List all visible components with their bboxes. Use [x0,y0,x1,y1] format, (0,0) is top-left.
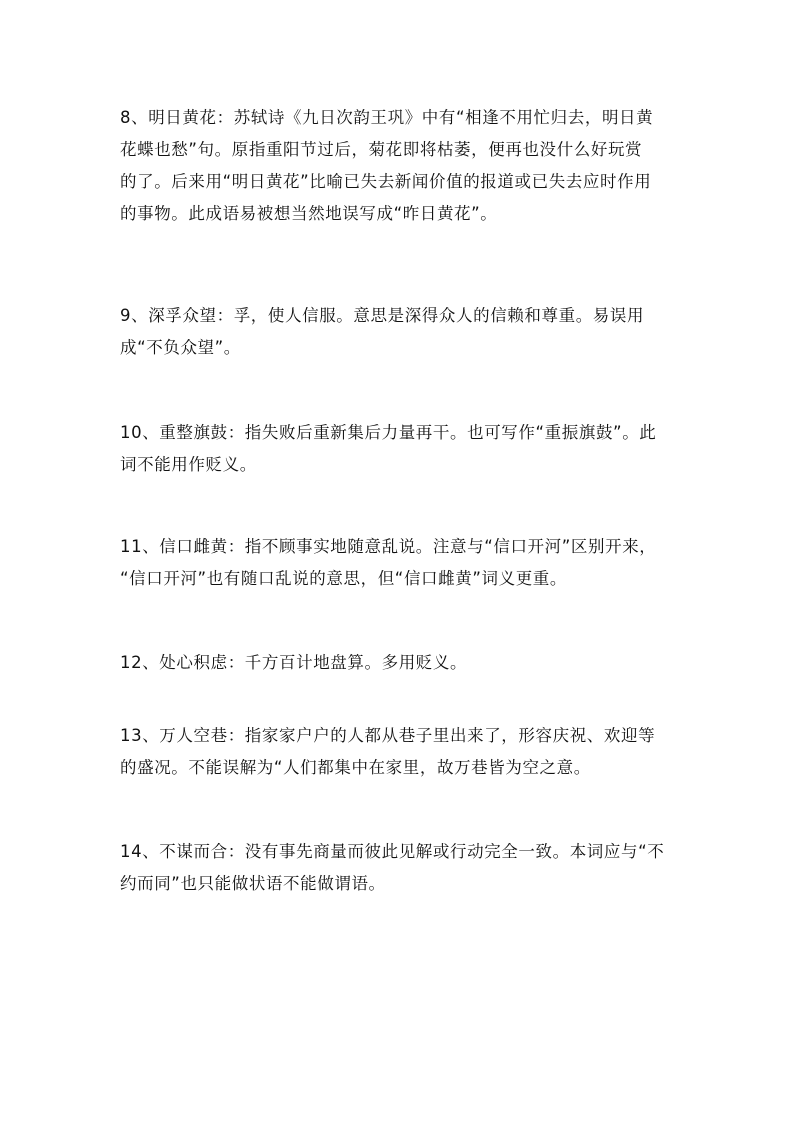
entry-line: 8、明日黄花：苏轼诗《九日次韵王巩》中有“相逢不用忙归去，明日黄 [120,108,654,127]
entry-line: 9、深孚众望：孚，使人信服。意思是深得众人的信赖和尊重。易误用 [120,306,645,325]
entry-line: 的事物。此成语易被想当然地误写成“昨日黄花”。 [120,204,498,223]
entry-line: 词不能用作贬义。 [120,455,257,474]
entry-line: 13、万人空巷：指家家户户的人都从巷子里出来了，形容庆祝、欢迎等 [120,726,656,745]
entry-line: 约而同”也只能做状语不能做谓语。 [120,874,386,893]
entry-line: 花蝶也愁”句。原指重阳节过后，菊花即将枯萎，便再也没什么好玩赏 [120,140,643,159]
entry-12-chuxin-jilv [120,647,680,679]
entry-8-mingri-huanghua [120,102,680,230]
entry-10-chongzheng-qigu [120,417,680,481]
entry-line: 10、重整旗鼓：指失败后重新集后力量再干。也可写作“重振旗鼓”。此 [120,423,657,442]
entry-line: 12、处心积虑：千方百计地盘算。多用贬义。 [120,653,468,672]
entry-line: 11、信口雌黄：指不顾事实地随意乱说。注意与“信口开河”区别开来， [120,537,657,556]
entry-line: 的盛况。不能误解为“人们都集中在家里，故万巷皆为空之意。 [120,758,591,777]
entry-13-wanren-kongxiang [120,720,680,784]
entry-line: 成“不负众望”。 [120,338,241,357]
entry-11-xinkou-cihuang [120,531,680,595]
entry-line: “信口开河”也有随口乱说的意思，但“信口雌黄”词义更重。 [120,569,567,588]
entry-14-bumou-erhe [120,836,680,900]
entry-line: 14、不谋而合：没有事先商量而彼此见解或行动完全一致。本词应与“不 [120,842,665,861]
entry-line: 的了。后来用“明日黄花”比喻已失去新闻价值的报道或已失去应时作用 [120,172,652,191]
entry-9-shenfu-zhongwang [120,300,680,364]
